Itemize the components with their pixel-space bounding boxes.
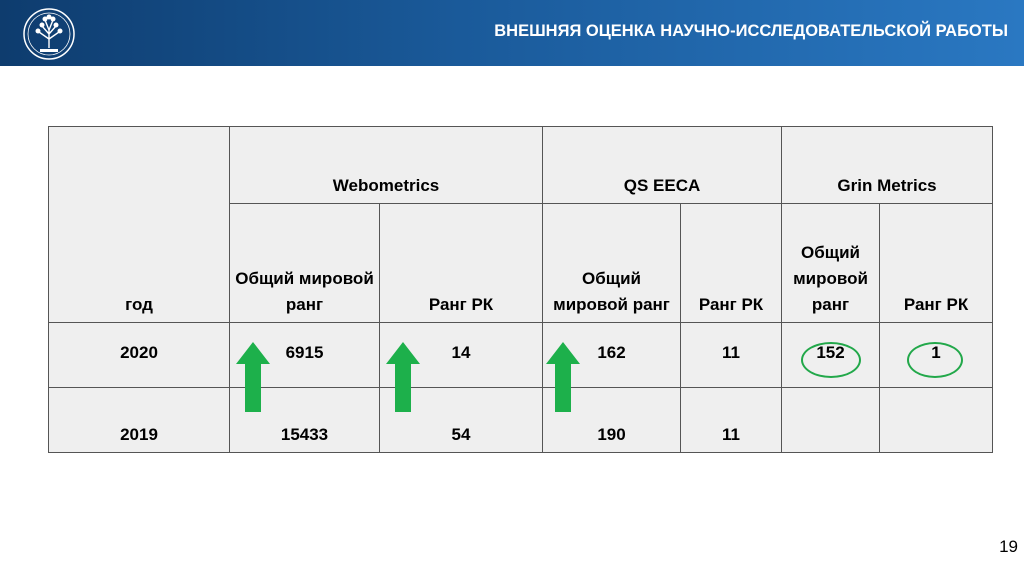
subheader-world-rank: Общий мировой ранг xyxy=(782,204,880,323)
subheader-rk-rank: Ранг РК xyxy=(681,204,782,323)
year-cell: 2019 xyxy=(49,388,230,453)
value-cell: 15433 xyxy=(230,388,380,453)
subheader-rk-rank: Ранг РК xyxy=(880,204,993,323)
value-cell: 11 xyxy=(681,388,782,453)
year-cell: 2020 xyxy=(49,323,230,388)
highlight-circle xyxy=(801,342,861,378)
highlight-circle xyxy=(907,342,963,378)
group-header-qs-eeca: QS EECA xyxy=(543,127,782,204)
value-cell: 6915 xyxy=(230,323,380,388)
subheader-world-rank: Общий мировой ранг xyxy=(543,204,681,323)
slide-title: ВНЕШНЯЯ ОЦЕНКА НАУЧНО-ИССЛЕДОВАТЕЛЬСКОЙ РАБОТЫ xyxy=(494,22,1008,40)
value-cell: 152 xyxy=(782,323,880,388)
up-arrow-icon xyxy=(546,342,580,412)
ranking-table xyxy=(48,126,993,453)
value-cell: 11 xyxy=(681,323,782,388)
value-cell xyxy=(782,388,880,453)
university-logo-icon xyxy=(20,6,78,62)
table-row xyxy=(49,388,993,453)
value-cell: 190 xyxy=(543,388,681,453)
group-header-row xyxy=(49,127,993,204)
value-cell: 14 xyxy=(380,323,543,388)
value-cell: 54 xyxy=(380,388,543,453)
value-cell: 1 xyxy=(880,323,993,388)
value-cell xyxy=(880,388,993,453)
up-arrow-icon xyxy=(386,342,420,412)
page-number: 19 xyxy=(999,537,1018,556)
group-header-grin-metrics: Grin Metrics xyxy=(782,127,993,204)
header-bar xyxy=(0,0,1024,66)
up-arrow-icon xyxy=(236,342,270,412)
group-header-webometrics: Webometrics xyxy=(230,127,543,204)
year-header: год xyxy=(49,127,230,323)
subheader-rk-rank: Ранг РК xyxy=(380,204,543,323)
subheader-world-rank: Общий мировой ранг xyxy=(230,204,380,323)
value-cell: 162 xyxy=(543,323,681,388)
